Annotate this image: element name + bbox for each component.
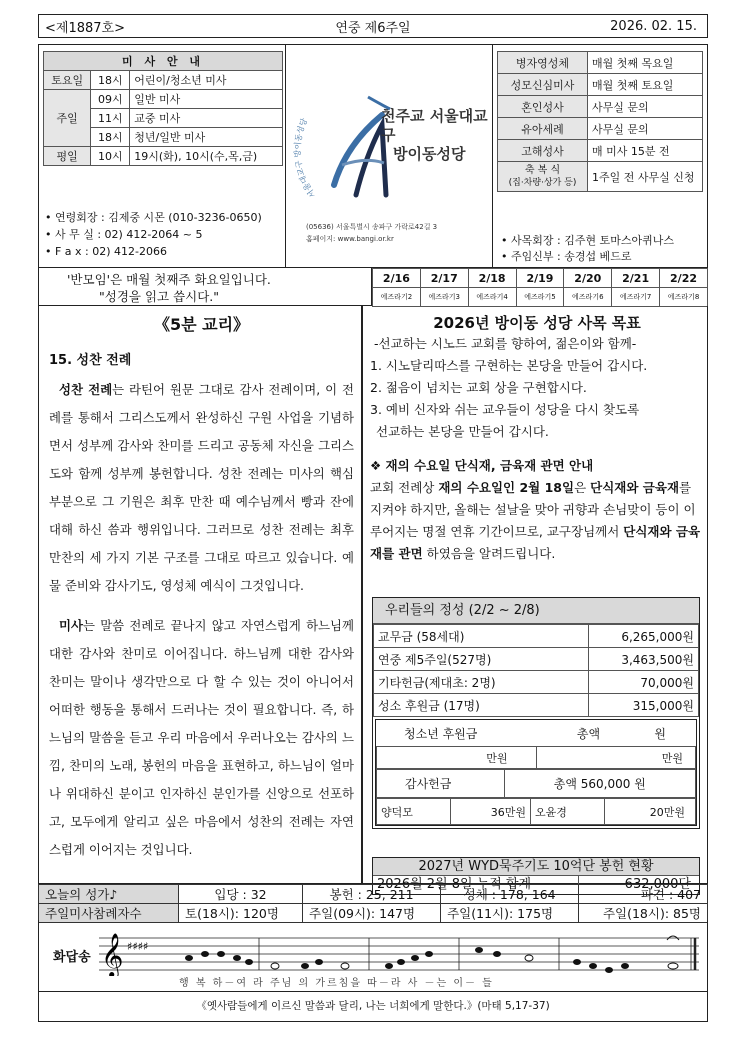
calendar-reading: 에즈라기4	[468, 288, 516, 307]
doctrine-text: 는 말씀 전례로 끝나지 않고 자연스럽게 하느님께 대한 감사와 찬미로 이어집니다. 하느님께 대한 감사와 찬미는 말이나 생각만으로 다 할 수 있는 것이 아니어서 어떠한 행동을 통해서 드러나는 것이 필요합니다. 즉, 하느님의 말씀을 듣고 우리 마음에서 우러나오는 감사의 느낌, 찬미의 노래, 봉헌의 마음을 표현하고, 하느님이 얼마나 위대하신 분이고 인자하신 분인가를 신앙으로 선포하고, 모두에게 알리고 싶은 마음에서 성찬의 전례는 자연스럽게 이어지는 것입니다.	[49, 618, 354, 857]
wyd-title: 2027년 WYD묵주기도 10억단 봉헌 현황	[373, 858, 699, 876]
office-fax: • F a x : 02) 412-2066	[45, 245, 167, 258]
offering-label: 성소 후원금 (17명)	[374, 694, 589, 717]
goal-item: 선교하는 본당을 만들어 갑시다.	[376, 424, 549, 439]
svg-text:♯♯♯♯: ♯♯♯♯	[127, 940, 149, 953]
youth-amount-1: 만원	[377, 747, 537, 769]
offering-amount: 3,463,500원	[589, 648, 699, 671]
youth-offering-box	[375, 719, 697, 826]
mass-day: 주일	[44, 90, 91, 147]
doctrine-subheading: 15. 성찬 전례	[49, 353, 132, 368]
hymn-entrance: 입당 : 32	[179, 885, 303, 904]
announcement-column	[370, 312, 704, 892]
parish-name	[381, 107, 492, 164]
doctrine-column	[49, 312, 354, 864]
parish-address	[306, 221, 437, 245]
donor-name: 양덕모	[377, 799, 451, 825]
wyd-label: 2026월 2월 8일 누적 합계	[373, 876, 579, 894]
blessing-detail: (집·차량·상가 등)	[508, 177, 577, 188]
donor-amount: 36만원	[450, 799, 530, 825]
calendar-date: 2/21	[612, 269, 660, 288]
doctrine-paragraph-2	[49, 612, 354, 864]
doctrine-heading: 《5분 교리》	[153, 315, 250, 334]
calendar-reading: 에즈라기7	[612, 288, 660, 307]
hymn-recessional: 파견 : 407	[579, 885, 708, 904]
pastoral-goals-subtitle: -선교하는 시노드 교회를 향하여, 젊은이와 함께-	[374, 336, 637, 351]
address-line: (05636) 서울특별시 송파구 가락로42길 3	[306, 223, 438, 231]
mass-time: 18시	[91, 71, 130, 90]
council-president: • 사목회장 : 김주현 토마스아퀴나스	[501, 234, 674, 247]
parish-priest: • 주임신부 : 송경섭 베드로	[501, 250, 632, 263]
svg-text:서울대교구 방이동성당	[292, 116, 318, 200]
notice-box	[38, 268, 372, 306]
pastoral-goals-list	[370, 355, 704, 443]
parish-leaders	[501, 233, 674, 265]
fasting-text: 를 지켜야 하지만, 올해는 설날을 맞아 귀향과 손님맞이 등이 이루어지는 명절 연휴 기간이므로, 교구장님께서	[370, 480, 696, 539]
attendance-sun9: 주일(09시): 147명	[303, 904, 441, 923]
issue-number: <제1887호>	[45, 20, 125, 36]
homepage-line: 홈페이지: www.bangi.or.kr	[306, 235, 394, 243]
offering-amount: 6,265,000원	[589, 625, 699, 648]
donor-amount: 20만원	[605, 799, 696, 825]
funeral-head-contact: • 연령회장 : 김제중 시몬 (010-3236-0650)	[45, 211, 262, 224]
mass-desc: 청년/일반 미사	[130, 128, 283, 147]
youth-amounts-table	[376, 746, 696, 769]
hymn-label: 오늘의 성가♪	[39, 885, 179, 904]
mass-schedule-title: 미 사 안 내	[44, 52, 283, 71]
notice-line-2: "성경을 읽고 씁시다."	[99, 289, 220, 304]
music-staff-icon	[99, 930, 699, 976]
mass-day: 평일	[44, 147, 91, 166]
sacraments-table	[497, 51, 703, 192]
doctrine-paragraph-1	[49, 376, 354, 600]
calendar-date: 2/19	[516, 269, 564, 288]
mass-time: 18시	[91, 128, 130, 147]
sacrament-name: 성모신심미사	[498, 74, 588, 96]
calendar-date: 2/20	[564, 269, 612, 288]
svg-text:𝄞: 𝄞	[101, 933, 124, 976]
notice-line-1: '반모임'은 매월 첫째주 화요일입니다.	[67, 272, 271, 287]
fasting-text: 은	[574, 480, 591, 495]
offering-amount: 315,000원	[589, 694, 699, 717]
bulletin-page	[38, 14, 708, 1024]
mass-schedule-table	[43, 51, 283, 166]
thanks-table	[376, 769, 696, 798]
attendance-sun18: 주일(18시): 85명	[579, 904, 708, 923]
mass-time: 11시	[91, 109, 130, 128]
psalm-lyrics: 행 복 하－여 라 주님 의 가르침을 따－라 사 －는 이－ 들	[179, 978, 494, 989]
offering-table	[373, 624, 699, 717]
responsorial-psalm	[38, 920, 708, 992]
youth-amount-2: 만원	[536, 747, 696, 769]
sacrament-name	[498, 162, 588, 192]
mass-desc: 교중 미사	[130, 109, 283, 128]
bible-reading-calendar	[372, 268, 708, 307]
fasting-notice	[370, 455, 704, 565]
mass-time: 10시	[91, 147, 130, 166]
hymn-communion: 성체 : 178, 164	[441, 885, 579, 904]
calendar-date: 2/17	[420, 269, 468, 288]
sacrament-info: 사무실 문의	[588, 118, 703, 140]
offering-title: 우리들의 정성 (2/2 ~ 2/8)	[373, 598, 699, 624]
calendar-reading: 에즈라기2	[373, 288, 421, 307]
mass-desc: 어린이/청소년 미사	[130, 71, 283, 90]
doctrine-text: 는 라틴어 원문 그대로 감사 전례이며, 이 전례를 통해서 그리스도께서 완성하신 구원 사업을 기념하면서 성부께 감사와 찬미를 드리고 공동체 자신을 그리스도와 함께 성부께 봉헌합니다. 성찬 전례는 미사의 핵심 부분으로 그 기원은 최후 만찬 때 예수님께서 빵과 잔에 대해 하신 씀과 행위입니다. 그러므로 성찬 전례는 최후 만찬의 세 가지 기본 구조를 그대로 따르고 있습니다. 예물 준비와 감사기도, 영성체 예식이 그것입니다.	[49, 382, 354, 593]
wyd-value: 632,000단	[624, 877, 691, 892]
top-section	[38, 44, 708, 268]
offering-label: 교무금 (58세대)	[374, 625, 589, 648]
sacrament-info: 매월 첫째 토요일	[588, 74, 703, 96]
fasting-text: 교회 전례상	[370, 480, 439, 495]
attendance-label: 주일미사참례자수	[39, 904, 179, 923]
parish-logo-box	[285, 45, 493, 267]
calendar-date: 2/18	[468, 269, 516, 288]
youth-offering-table	[376, 720, 696, 746]
mass-stats-table	[38, 884, 708, 923]
goal-item: 1. 시노달리따스를 구현하는 본당을 만들어 갑시다.	[370, 358, 648, 373]
pastoral-goals-title: 2026년 방이동 성당 사목 목표	[433, 314, 641, 332]
sacrament-name: 고해성사	[498, 140, 588, 162]
calendar-reading: 에즈라기6	[564, 288, 612, 307]
hymn-offertory: 봉헌 : 25, 211	[303, 885, 441, 904]
fasting-body	[370, 477, 704, 565]
fasting-emph: 단식재와 금육재	[590, 480, 680, 495]
offering-box	[372, 597, 700, 829]
offering-amount: 70,000원	[589, 671, 699, 694]
attendance-sun11: 주일(11시): 175명	[441, 904, 579, 923]
thanks-label: 감사헌금	[377, 770, 505, 798]
doctrine-term: 미사	[59, 618, 83, 633]
mass-desc: 일반 미사	[130, 90, 283, 109]
thanks-total: 총액 560,000 원	[504, 770, 695, 798]
emblem-arc-text: 서울대교구 방이동성당	[293, 117, 318, 200]
blessing-name: 축 복 식	[524, 164, 561, 176]
sacrament-info: 매 미사 15분 전	[588, 140, 703, 162]
calendar-reading: 에즈라기3	[420, 288, 468, 307]
goal-item: 2. 젊음이 넘치는 교회 상을 구현합시다.	[370, 380, 587, 395]
calendar-reading: 에즈라기8	[660, 288, 708, 307]
sacrament-info: 사무실 문의	[588, 96, 703, 118]
fasting-emph: 재의 수요일인 2월 18일	[438, 480, 575, 495]
offering-label: 기타헌금(제대초: 2명)	[374, 671, 589, 694]
contact-info	[45, 209, 262, 260]
sacrament-name: 병자영성체	[498, 52, 588, 74]
mass-desc: 19시(화), 10시(수,목,금)	[130, 147, 283, 166]
column-divider	[361, 306, 363, 884]
fasting-text: 하였음을 알려드립니다.	[422, 546, 556, 561]
office-phone: • 사 무 실 : 02) 412-2064 ~ 5	[45, 228, 203, 241]
youth-total: 총액	[576, 726, 601, 741]
mass-time: 09시	[91, 90, 130, 109]
parish-title: 방이동성당	[393, 145, 466, 163]
goal-item: 3. 예비 신자와 쉬는 교우들이 성당을 다시 찾도록	[370, 402, 640, 417]
attendance-sat: 토(18시): 120명	[179, 904, 303, 923]
main-content	[38, 306, 708, 892]
sacrament-info: 1주일 전 사무실 신청	[588, 162, 703, 192]
calendar-date: 2/22	[660, 269, 708, 288]
youth-unit: 원	[654, 726, 666, 741]
issue-date: 2026. 02. 15.	[610, 18, 697, 34]
sacrament-name: 혼인성사	[498, 96, 588, 118]
gospel-quote: 《옛사람들에게 이르신 말씀과 달리, 나는 너희에게 말한다.》(마태 5,17-37)	[38, 992, 708, 1022]
offering-label: 연중 제5주일(527명)	[374, 648, 589, 671]
bulletin-header	[38, 14, 708, 38]
donor-name: 오윤경	[531, 799, 605, 825]
liturgical-sunday: 연중 제6주일	[335, 20, 411, 36]
doctrine-term: 성찬 전례	[59, 382, 113, 397]
sacrament-name: 유아세례	[498, 118, 588, 140]
fasting-heading: ❖ 재의 수요일 단식재, 금육재 관면 안내	[370, 458, 594, 473]
diocese-name: 천주교 서울대교구	[381, 107, 488, 144]
donor-table	[376, 798, 696, 825]
sacrament-info: 매월 첫째 목요일	[588, 52, 703, 74]
calendar-reading: 에즈라기5	[516, 288, 564, 307]
calendar-date: 2/16	[373, 269, 421, 288]
fasting-emph: 단식재와 금육재를 관면	[370, 524, 701, 561]
youth-label: 청소년 후원금	[404, 726, 478, 741]
mass-day: 토요일	[44, 71, 91, 90]
psalm-label: 화답송	[53, 950, 91, 965]
